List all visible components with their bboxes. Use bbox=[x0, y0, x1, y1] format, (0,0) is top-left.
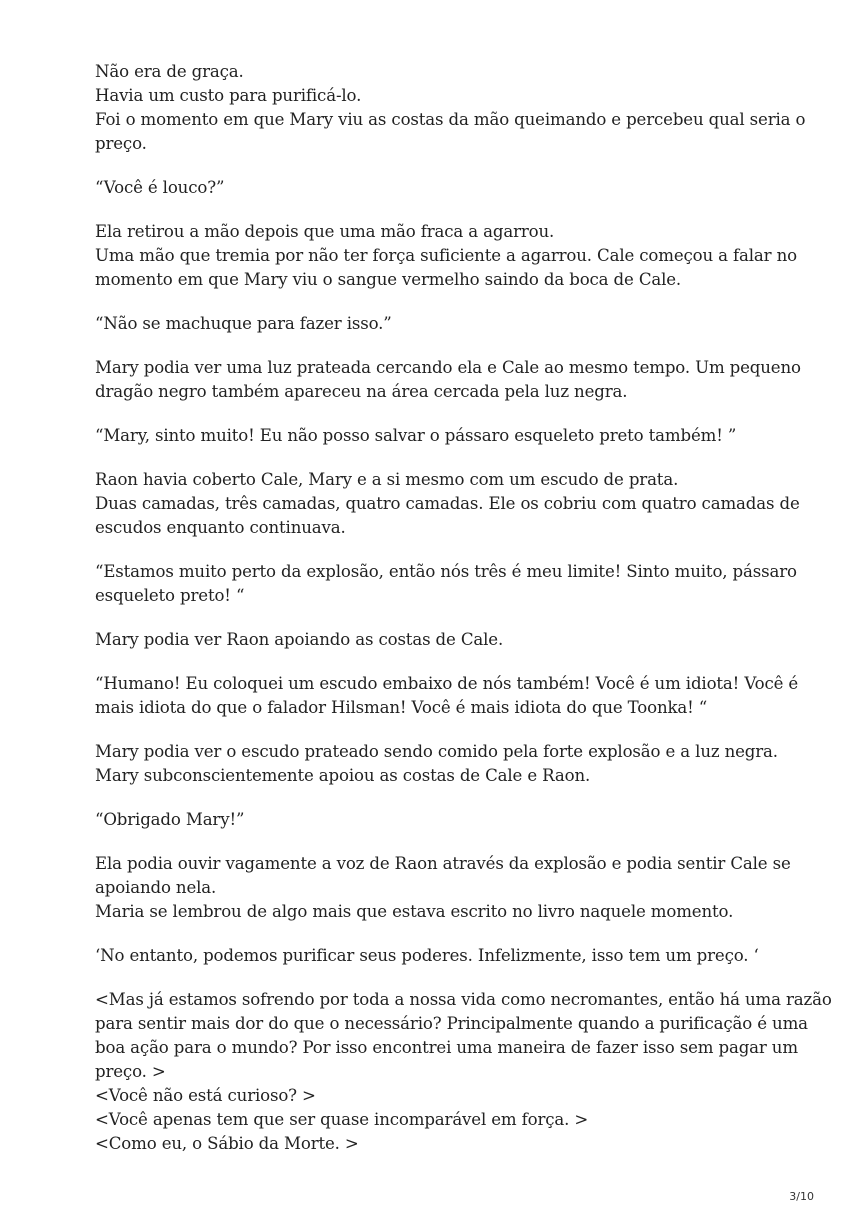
text-line: Mary podia ver o escudo prateado sendo comido pela forte explosão e a luz negra. bbox=[95, 742, 778, 761]
paragraph bbox=[95, 988, 832, 1156]
text-line: mais idiota do que o falador Hilsman! Você é mais idiota do que Toonka! “ bbox=[95, 698, 708, 717]
text-line: “Não se machuque para fazer isso.” bbox=[95, 314, 392, 333]
text-line: Havia um custo para purificá-lo. bbox=[95, 86, 362, 105]
paragraph bbox=[95, 628, 795, 652]
paragraph bbox=[95, 944, 795, 968]
text-line: <Você não está curioso? > bbox=[95, 1086, 316, 1105]
text-line: Maria se lembrou de algo mais que estava escrito no livro naquele momento. bbox=[95, 902, 734, 921]
paragraph bbox=[95, 740, 795, 788]
text-line: ‘No entanto, podemos purificar seus poderes. Infelizmente, isso tem um preço. ‘ bbox=[95, 946, 759, 965]
text-line: Ela retirou a mão depois que uma mão fraca a agarrou. bbox=[95, 222, 555, 241]
paragraph bbox=[95, 356, 801, 404]
text-line: Mary podia ver uma luz prateada cercando ela e Cale ao mesmo tempo. Um pequeno bbox=[95, 358, 801, 377]
text-line: Duas camadas, três camadas, quatro camadas. Ele os cobriu com quatro camadas de bbox=[95, 494, 800, 513]
text-line: escudos enquanto continuava. bbox=[95, 518, 346, 537]
text-line: preço. bbox=[95, 134, 147, 153]
paragraph bbox=[95, 60, 806, 156]
text-line: para sentir mais dor do que o necessário? Principalmente quando a purificação é uma bbox=[95, 1014, 808, 1033]
text-line: Mary subconscientemente apoiou as costas de Cale e Raon. bbox=[95, 766, 591, 785]
paragraph bbox=[95, 852, 795, 924]
text-line: “Mary, sinto muito! Eu não posso salvar o pássaro esqueleto preto também! ” bbox=[95, 426, 737, 445]
text-line: preço. > bbox=[95, 1062, 166, 1081]
text-line: <Você apenas tem que ser quase incomparável em força. > bbox=[95, 1110, 589, 1129]
paragraph bbox=[95, 808, 795, 832]
text-line: “Estamos muito perto da explosão, então nós três é meu limite! Sinto muito, pássaro bbox=[95, 562, 797, 581]
text-line: boa ação para o mundo? Por isso encontrei uma maneira de fazer isso sem pagar um bbox=[95, 1038, 798, 1057]
paragraph bbox=[95, 468, 800, 540]
text-line: Uma mão que tremia por não ter força suficiente a agarrou. Cale começou a falar no bbox=[95, 246, 797, 265]
text-line: “Você é louco?” bbox=[95, 178, 225, 197]
paragraph bbox=[95, 560, 795, 608]
text-line: Ela podia ouvir vagamente a voz de Raon através da explosão e podia sentir Cale se bbox=[95, 854, 791, 873]
text-line: dragão negro também apareceu na área cercada pela luz negra. bbox=[95, 382, 628, 401]
text-line: apoiando nela. bbox=[95, 878, 217, 897]
text-line: Raon havia coberto Cale, Mary e a si mesmo com um escudo de prata. bbox=[95, 470, 679, 489]
text-line: <Como eu, o Sábio da Morte. > bbox=[95, 1134, 359, 1153]
text-line: Mary podia ver Raon apoiando as costas de Cale. bbox=[95, 630, 504, 649]
body-text bbox=[95, 60, 832, 1176]
text-line: Não era de graça. bbox=[95, 62, 244, 81]
page-number: 3/10 bbox=[789, 1190, 814, 1203]
paragraph bbox=[95, 220, 795, 292]
text-line: esqueleto preto! “ bbox=[95, 586, 245, 605]
paragraph bbox=[95, 672, 799, 720]
text-line: <Mas já estamos sofrendo por toda a nossa vida como necromantes, então há uma razão bbox=[95, 990, 832, 1009]
text-line: Foi o momento em que Mary viu as costas da mão queimando e percebeu qual seria o bbox=[95, 110, 806, 129]
text-line: “Humano! Eu coloquei um escudo embaixo de nós também! Você é um idiota! Você é bbox=[95, 674, 799, 693]
paragraph bbox=[95, 424, 795, 448]
text-line: momento em que Mary viu o sangue vermelho saindo da boca de Cale. bbox=[95, 270, 682, 289]
paragraph bbox=[95, 312, 795, 336]
paragraph bbox=[95, 176, 795, 200]
text-line: “Obrigado Mary!” bbox=[95, 810, 245, 829]
